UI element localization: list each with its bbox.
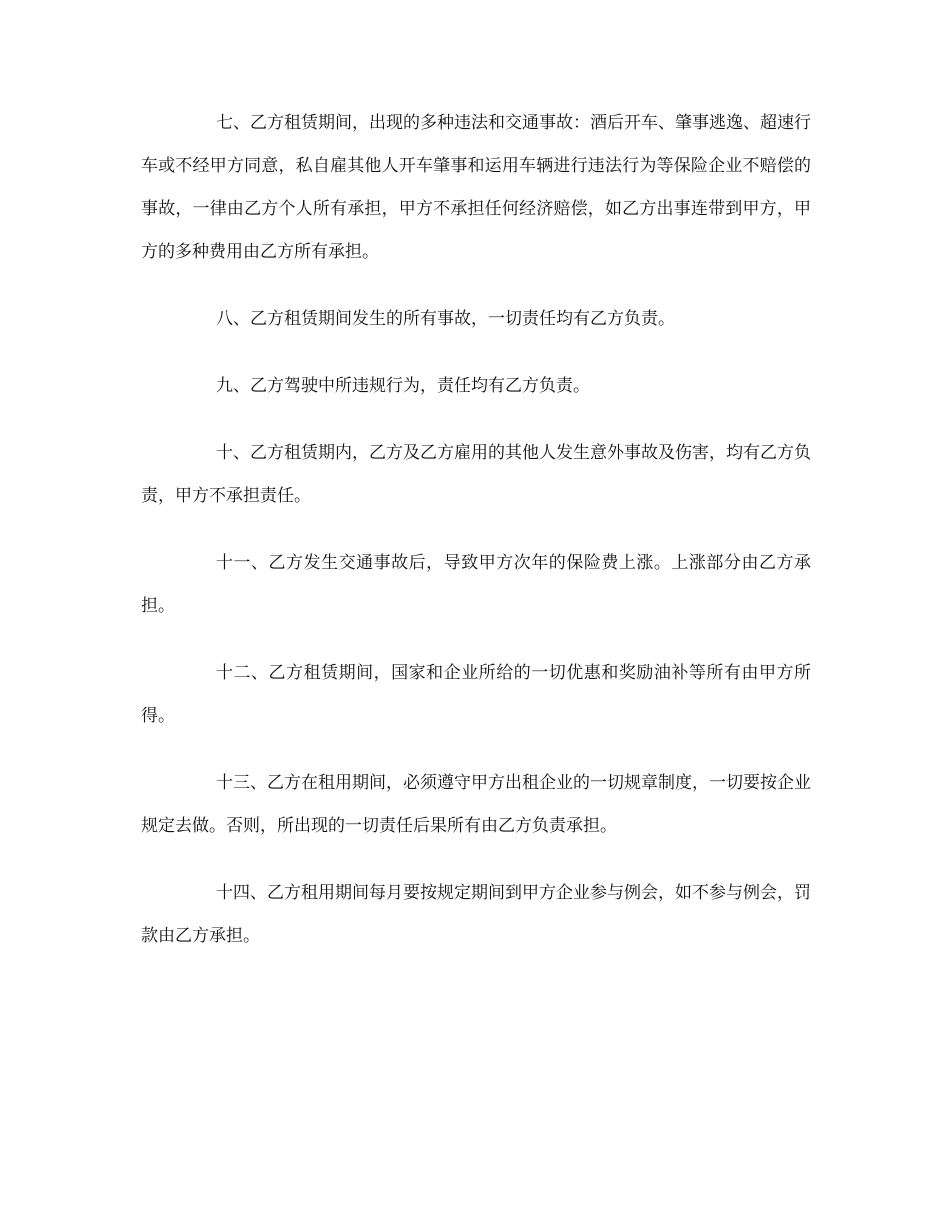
clause-11: 十一、乙方发生交通事故后，导致甲方次年的保险费上涨。上涨部分由乙方承担。	[141, 553, 811, 616]
clause-14: 十四、乙方租用期间每月要按规定期间到甲方企业参与例会，如不参与例会，罚款由乙方承担。	[141, 883, 811, 946]
clause-13: 十三、乙方在租用期间，必须遵守甲方出租企业的一切规章制度，一切要按企业规定去做。否则，所出现的一切责任后果所有由乙方负责承担。	[141, 773, 811, 836]
clause-12: 十二、乙方租赁期间，国家和企业所给的一切优惠和奖励油补等所有由甲方所得。	[141, 663, 811, 726]
clause-10: 十、乙方租赁期内，乙方及乙方雇用的其他人发生意外事故及伤害，均有乙方负责，甲方不承担责任。	[141, 443, 811, 506]
clause-7: 七、乙方租赁期间，出现的多种违法和交通事故：酒后开车、肇事逃逸、超速行车或不经甲方同意，私自雇其他人开车肇事和运用车辆进行违法行为等保险企业不赔偿的事故，一律由乙方个人所有承担，甲方不承担任何经济赔偿，如乙方出事连带到甲方，甲方的多种费用由乙方所有承担。	[141, 113, 811, 262]
document-body	[141, 102, 811, 982]
clause-8: 八、乙方租赁期间发生的所有事故，一切责任均有乙方负责。	[216, 309, 675, 329]
clause-9: 九、乙方驾驶中所违规行为，责任均有乙方负责。	[216, 376, 590, 396]
